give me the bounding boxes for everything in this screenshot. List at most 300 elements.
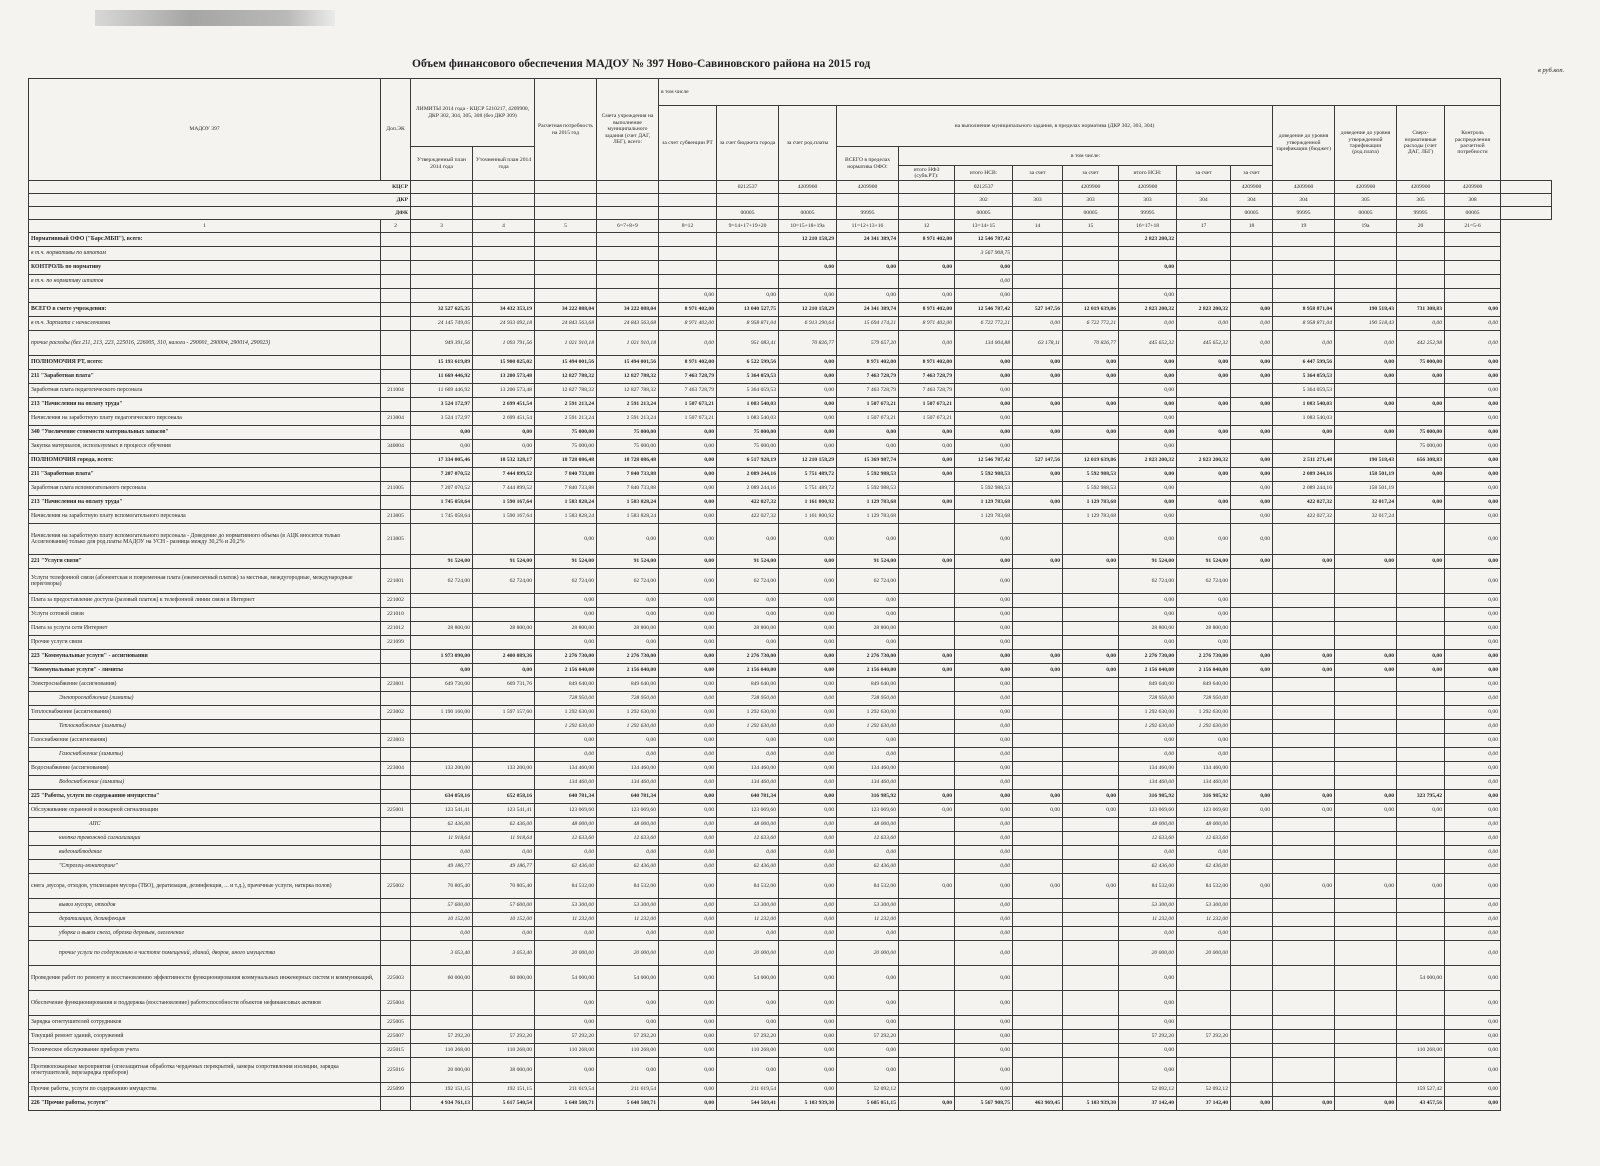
value-cell: 48 000,00 [535, 818, 597, 832]
value-cell: 0,00 [1231, 303, 1273, 317]
value-cell [1177, 1058, 1231, 1083]
value-cell: 7 444 899,52 [473, 482, 535, 496]
table-row [29, 874, 1552, 899]
header-schet-4: за счет [1231, 166, 1273, 181]
value-cell: 1 292 630,00 [597, 720, 659, 734]
value-cell: 0,00 [837, 426, 899, 440]
value-cell: 0,00 [1231, 650, 1273, 664]
value-cell: 20 000,00 [597, 941, 659, 966]
value-cell: 20 000,00 [1177, 941, 1231, 966]
value-cell: 0,00 [659, 331, 717, 356]
value-cell [1063, 233, 1119, 247]
value-cell: 0,00 [955, 398, 1013, 412]
value-cell [1335, 941, 1397, 966]
value-cell: 0,00 [955, 913, 1013, 927]
code-cell: 00005 [1335, 207, 1397, 220]
value-cell: 0,00 [779, 524, 837, 555]
value-cell: 123 541,41 [411, 804, 473, 818]
value-cell [1013, 776, 1063, 790]
value-cell: 134 460,00 [1177, 776, 1231, 790]
code-cell [659, 181, 717, 194]
table-row [29, 1044, 1552, 1058]
value-cell [1397, 860, 1445, 874]
value-cell [1013, 846, 1063, 860]
value-cell: 0,00 [837, 636, 899, 650]
value-cell: 123 069,60 [535, 804, 597, 818]
value-cell [473, 748, 535, 762]
value-cell: 0,00 [1445, 426, 1501, 440]
value-cell: 0,00 [659, 622, 717, 636]
value-cell [411, 748, 473, 762]
value-cell [1231, 818, 1273, 832]
value-cell: 20 000,00 [535, 941, 597, 966]
column-number: 2 [381, 220, 411, 233]
code-cell [659, 207, 717, 220]
value-cell: 0,00 [1177, 846, 1231, 860]
row-code [381, 454, 411, 468]
value-cell: 0,00 [955, 636, 1013, 650]
value-cell: 28 800,00 [717, 622, 779, 636]
value-cell: 62 724,00 [1119, 569, 1177, 594]
value-cell: 48 000,00 [1177, 818, 1231, 832]
value-cell: 0,00 [1177, 594, 1231, 608]
value-cell: 5 617 540,54 [473, 1097, 535, 1111]
value-cell: 1 292 630,00 [597, 706, 659, 720]
table-row [29, 331, 1552, 356]
column-number: 3 [411, 220, 473, 233]
value-cell: 0,00 [1119, 398, 1177, 412]
value-cell: 37 142,40 [1177, 1097, 1231, 1111]
value-cell: 0,00 [1397, 317, 1445, 331]
code-cell [1501, 207, 1552, 220]
value-cell [899, 706, 955, 720]
value-cell [473, 991, 535, 1016]
value-cell: 0,00 [659, 748, 717, 762]
value-cell: 0,00 [1445, 524, 1501, 555]
value-cell: 0,00 [1013, 356, 1063, 370]
value-cell [1273, 966, 1335, 991]
value-cell: 190 518,43 [1335, 317, 1397, 331]
code-cell [1501, 181, 1552, 194]
value-cell [1335, 594, 1397, 608]
value-cell [1013, 762, 1063, 776]
value-cell: 0,00 [899, 804, 955, 818]
value-cell: 3 053,40 [473, 941, 535, 966]
table-row [29, 860, 1552, 874]
value-cell: 57 292,20 [473, 1030, 535, 1044]
value-cell: 0,00 [597, 991, 659, 1016]
value-cell: 0,00 [1231, 496, 1273, 510]
value-cell [1013, 247, 1063, 261]
value-cell: 0,00 [899, 454, 955, 468]
value-cell: 7 463 728,79 [659, 370, 717, 384]
value-cell: 12 210 158,29 [779, 454, 837, 468]
value-cell: 849 640,00 [837, 678, 899, 692]
value-cell [1273, 275, 1335, 289]
code-cell: 305 [1335, 194, 1397, 207]
row-code [381, 927, 411, 941]
value-cell: 12 546 787,42 [955, 454, 1013, 468]
value-cell [1013, 1058, 1063, 1083]
value-cell: 0,00 [1119, 991, 1177, 1016]
value-cell: 0,00 [1013, 664, 1063, 678]
row-code: 221099 [381, 636, 411, 650]
row-code: 221010 [381, 608, 411, 622]
value-cell: 0,00 [899, 261, 955, 275]
row-label: Обслуживание охранной и пожарной сигнализации [29, 804, 381, 818]
value-cell: 527 147,56 [1013, 303, 1063, 317]
value-cell: 0,00 [1335, 398, 1397, 412]
value-cell [1335, 776, 1397, 790]
value-cell [1177, 991, 1231, 1016]
value-cell: 1 292 630,00 [837, 720, 899, 734]
value-cell: 12 210 158,29 [779, 303, 837, 317]
header-smeta: Смета учреждения на выполнение муниципального задания (счет ДАГ, ЛБГ), всего: [597, 79, 659, 181]
value-cell: 2 823 200,32 [1177, 303, 1231, 317]
value-cell: 12 546 787,42 [955, 233, 1013, 247]
value-cell [535, 247, 597, 261]
value-cell: 0,00 [1445, 678, 1501, 692]
value-cell: 2 276 730,00 [1119, 650, 1177, 664]
value-cell: 0,00 [1013, 804, 1063, 818]
value-cell: 0,00 [955, 899, 1013, 913]
value-cell: 5 605 051,15 [837, 1097, 899, 1111]
code-row [29, 194, 1552, 207]
value-cell: 0,00 [955, 1083, 1013, 1097]
value-cell: 48 000,00 [1119, 818, 1177, 832]
document-title: Объем финансового обеспечения МАДОУ № 397 Ново-Савиновского района на 2015 год [412, 58, 871, 70]
value-cell [1335, 678, 1397, 692]
value-cell: 11 232,00 [597, 913, 659, 927]
code-cell: 00005 [717, 207, 779, 220]
value-cell: 2 276 730,00 [1177, 650, 1231, 664]
row-label: 340 "Увеличение стоимости материальных запасов" [29, 426, 381, 440]
value-cell [1397, 1058, 1445, 1083]
row-label: 226 "Прочие работы, услуги" [29, 1097, 381, 1111]
value-cell: 24 933 092,18 [473, 317, 535, 331]
row-label: Плата за предоставление доступа (разовый платеж) к телефонной линии связи и Интернет [29, 594, 381, 608]
value-cell: 0,00 [659, 776, 717, 790]
value-cell: 0,00 [1177, 356, 1231, 370]
row-code [381, 748, 411, 762]
value-cell: 0,00 [535, 524, 597, 555]
code-cell: 00005 [1445, 207, 1501, 220]
value-cell: 0,00 [659, 913, 717, 927]
value-cell: 0,00 [1445, 1083, 1501, 1097]
value-cell [1335, 706, 1397, 720]
code-cell [597, 207, 659, 220]
column-number: 6=7+8+9 [597, 220, 659, 233]
scan-smudge [95, 10, 335, 26]
code-rows [29, 181, 1552, 220]
row-code [381, 846, 411, 860]
row-label: Газоснабжение (ассигнования) [29, 734, 381, 748]
column-number: 15 [1063, 220, 1119, 233]
value-cell: 0,00 [955, 720, 1013, 734]
table-row [29, 966, 1552, 991]
value-cell: 134 460,00 [1177, 762, 1231, 776]
code-cell: 303 [1119, 194, 1177, 207]
value-cell: 849 640,00 [535, 678, 597, 692]
value-cell: 0,00 [955, 384, 1013, 398]
value-cell: 70 826,77 [779, 331, 837, 356]
value-cell: 0,00 [1445, 569, 1501, 594]
value-cell: 0,00 [837, 594, 899, 608]
value-cell [1397, 720, 1445, 734]
value-cell: 0,00 [779, 622, 837, 636]
value-cell: 0,00 [659, 692, 717, 706]
value-cell [473, 275, 535, 289]
value-cell: 0,00 [1119, 748, 1177, 762]
value-cell: 91 524,00 [1177, 555, 1231, 569]
value-cell [1335, 608, 1397, 622]
value-cell [1397, 524, 1445, 555]
code-cell: 00005 [1231, 207, 1273, 220]
value-cell: 91 524,00 [473, 555, 535, 569]
value-cell: 134 460,00 [535, 776, 597, 790]
value-cell: 0,00 [1013, 650, 1063, 664]
value-cell: 20 000,00 [411, 1058, 473, 1083]
row-code [381, 398, 411, 412]
value-cell [1397, 233, 1445, 247]
value-cell [1397, 482, 1445, 496]
value-cell: 2 699 451,54 [473, 412, 535, 426]
value-cell: 1 292 630,00 [717, 706, 779, 720]
row-code [381, 832, 411, 846]
value-cell [1013, 692, 1063, 706]
value-cell [1273, 233, 1335, 247]
value-cell: 0,00 [1445, 874, 1501, 899]
value-cell [1013, 510, 1063, 524]
value-cell: 0,00 [955, 776, 1013, 790]
value-cell [411, 636, 473, 650]
value-cell: 0,00 [955, 748, 1013, 762]
value-cell: 0,00 [1445, 734, 1501, 748]
table-row [29, 303, 1552, 317]
value-cell: 0,00 [779, 790, 837, 804]
value-cell [1177, 440, 1231, 454]
value-cell: 0,00 [659, 1030, 717, 1044]
value-cell: 0,00 [1119, 440, 1177, 454]
value-cell: 0,00 [955, 966, 1013, 991]
value-cell: 0,00 [1445, 317, 1501, 331]
value-cell [1273, 569, 1335, 594]
value-cell [1397, 748, 1445, 762]
row-label: вывоз мусора, отходов [29, 899, 381, 913]
value-cell [1273, 678, 1335, 692]
value-cell: 0,00 [779, 1016, 837, 1030]
code-cell [473, 194, 535, 207]
column-number: 17 [1177, 220, 1231, 233]
value-cell: 52 092,12 [837, 1083, 899, 1097]
value-cell: 0,00 [597, 524, 659, 555]
value-cell [411, 1016, 473, 1030]
value-cell: 0,00 [1119, 412, 1177, 426]
value-cell: 15 494 001,56 [597, 356, 659, 370]
value-cell: 24 341 389,74 [837, 303, 899, 317]
value-cell: 7 463 728,79 [837, 384, 899, 398]
value-cell: 84 532,00 [1177, 874, 1231, 899]
value-cell [1335, 748, 1397, 762]
value-cell: 5 592 988,53 [837, 468, 899, 482]
value-cell [1013, 706, 1063, 720]
row-code [381, 776, 411, 790]
column-number: 5 [535, 220, 597, 233]
value-cell [1231, 412, 1273, 426]
value-cell: 15 494 001,56 [535, 356, 597, 370]
value-cell [1063, 860, 1119, 874]
value-cell: 5 103 939,30 [779, 1097, 837, 1111]
value-cell: 0,00 [1335, 790, 1397, 804]
value-cell: 12 019 639,86 [1063, 454, 1119, 468]
value-cell: 110 268,00 [473, 1044, 535, 1058]
value-cell: 2 591 213,24 [597, 412, 659, 426]
value-cell: 0,00 [1397, 804, 1445, 818]
value-cell: 28 800,00 [837, 622, 899, 636]
value-cell: 0,00 [659, 1058, 717, 1083]
value-cell [1063, 1083, 1119, 1097]
value-cell [1335, 289, 1397, 303]
value-cell [473, 636, 535, 650]
value-cell: 11 669 446,92 [411, 370, 473, 384]
value-cell: 0,00 [1231, 874, 1273, 899]
value-cell: 0,00 [779, 440, 837, 454]
value-cell: 0,00 [899, 874, 955, 899]
value-cell: 12 633,60 [535, 832, 597, 846]
value-cell: 11 918,64 [411, 832, 473, 846]
header-incl: в том числе [659, 79, 1501, 106]
value-cell [1013, 275, 1063, 289]
value-cell: 0,00 [779, 261, 837, 275]
value-cell: 0,00 [1177, 748, 1231, 762]
value-cell: 134 460,00 [837, 762, 899, 776]
value-cell [1063, 622, 1119, 636]
row-code [381, 818, 411, 832]
row-label: Нормативный ОФО ("Барс.МБП"), всего: [29, 233, 381, 247]
value-cell: 0,00 [837, 608, 899, 622]
row-label: Прочие работы, услуги по содержанию имущества [29, 1083, 381, 1097]
value-cell: 20 000,00 [837, 941, 899, 966]
value-cell: 57 292,20 [1177, 1030, 1231, 1044]
value-cell: 0,00 [779, 370, 837, 384]
value-cell: 0,00 [779, 913, 837, 927]
value-cell: 0,00 [1335, 331, 1397, 356]
value-cell [1231, 289, 1273, 303]
value-cell: 0,00 [717, 594, 779, 608]
code-cell: 308 [1445, 194, 1501, 207]
value-cell: 134 460,00 [1119, 762, 1177, 776]
value-cell [1177, 233, 1231, 247]
value-cell [1273, 720, 1335, 734]
value-cell: 0,00 [1273, 664, 1335, 678]
row-label: дератизация, дезинфекция [29, 913, 381, 927]
value-cell [1397, 818, 1445, 832]
value-cell [1273, 289, 1335, 303]
value-cell [1397, 412, 1445, 426]
value-cell: 0,00 [1335, 650, 1397, 664]
table-row [29, 398, 1552, 412]
value-cell: 0,00 [717, 846, 779, 860]
table-row [29, 941, 1552, 966]
value-cell: 5 648 508,71 [597, 1097, 659, 1111]
value-cell: 5 364 059,53 [717, 384, 779, 398]
value-cell: 1 583 828,24 [597, 510, 659, 524]
value-cell [1273, 941, 1335, 966]
value-cell [1063, 991, 1119, 1016]
value-cell: 0,00 [1445, 510, 1501, 524]
value-cell [1063, 776, 1119, 790]
value-cell [473, 1016, 535, 1030]
value-cell: 1 129 783,68 [1063, 496, 1119, 510]
value-cell [1335, 762, 1397, 776]
value-cell [899, 247, 955, 261]
table-row [29, 927, 1552, 941]
value-cell: 0,00 [1445, 496, 1501, 510]
value-cell: 5 592 988,53 [955, 468, 1013, 482]
value-cell: 0,00 [659, 555, 717, 569]
row-code [381, 370, 411, 384]
value-cell: 0,00 [1397, 650, 1445, 664]
value-cell: 0,00 [779, 594, 837, 608]
value-cell [1231, 748, 1273, 762]
value-cell: 0,00 [779, 569, 837, 594]
code-cell [899, 181, 955, 194]
value-cell: 0,00 [473, 846, 535, 860]
value-cell: 2 276 730,00 [597, 650, 659, 664]
value-cell: 2 511 271,48 [1273, 454, 1335, 468]
value-cell: 0,00 [899, 468, 955, 482]
value-cell: 0,00 [659, 846, 717, 860]
value-cell: 28 800,00 [473, 622, 535, 636]
value-cell [899, 1044, 955, 1058]
value-cell: 2 276 730,00 [717, 650, 779, 664]
value-cell [1231, 832, 1273, 846]
table-row [29, 720, 1552, 734]
value-cell: 211 619,54 [717, 1083, 779, 1097]
value-cell: 0,00 [659, 608, 717, 622]
value-cell: 37 142,40 [1119, 1097, 1177, 1111]
value-cell: 0,00 [1013, 555, 1063, 569]
value-cell: 5 103 939,30 [1063, 1097, 1119, 1111]
value-cell [1013, 524, 1063, 555]
value-cell: 12 827 788,32 [597, 384, 659, 398]
table-row [29, 496, 1552, 510]
value-cell [473, 720, 535, 734]
value-cell: 84 532,00 [597, 874, 659, 899]
value-cell [1335, 384, 1397, 398]
row-label: Теплоснабжение (лимиты) [29, 720, 381, 734]
value-cell: 0,00 [837, 927, 899, 941]
value-cell [1013, 899, 1063, 913]
row-label: Закупка материалов, используемых в процессе обучения [29, 440, 381, 454]
value-cell [1063, 1030, 1119, 1044]
row-label: снега ,мусора, отходов, утилизация мусора (ТБО), дератизация, дезинфекция, ... и т.д.), прачечные услуги, наткрка полов) [29, 874, 381, 899]
code-cell: 4209900 [779, 181, 837, 194]
value-cell: 0,00 [837, 261, 899, 275]
value-cell: 0,00 [1397, 555, 1445, 569]
value-cell: 75 000,00 [1397, 356, 1445, 370]
value-cell: 0,00 [955, 356, 1013, 370]
value-cell [1273, 748, 1335, 762]
row-code: 223001 [381, 678, 411, 692]
value-cell [1013, 1016, 1063, 1030]
value-cell: 0,00 [779, 1058, 837, 1083]
value-cell [1013, 622, 1063, 636]
value-cell [1397, 636, 1445, 650]
value-cell: 0,00 [1445, 664, 1501, 678]
value-cell: 0,00 [779, 991, 837, 1016]
value-cell [1397, 846, 1445, 860]
